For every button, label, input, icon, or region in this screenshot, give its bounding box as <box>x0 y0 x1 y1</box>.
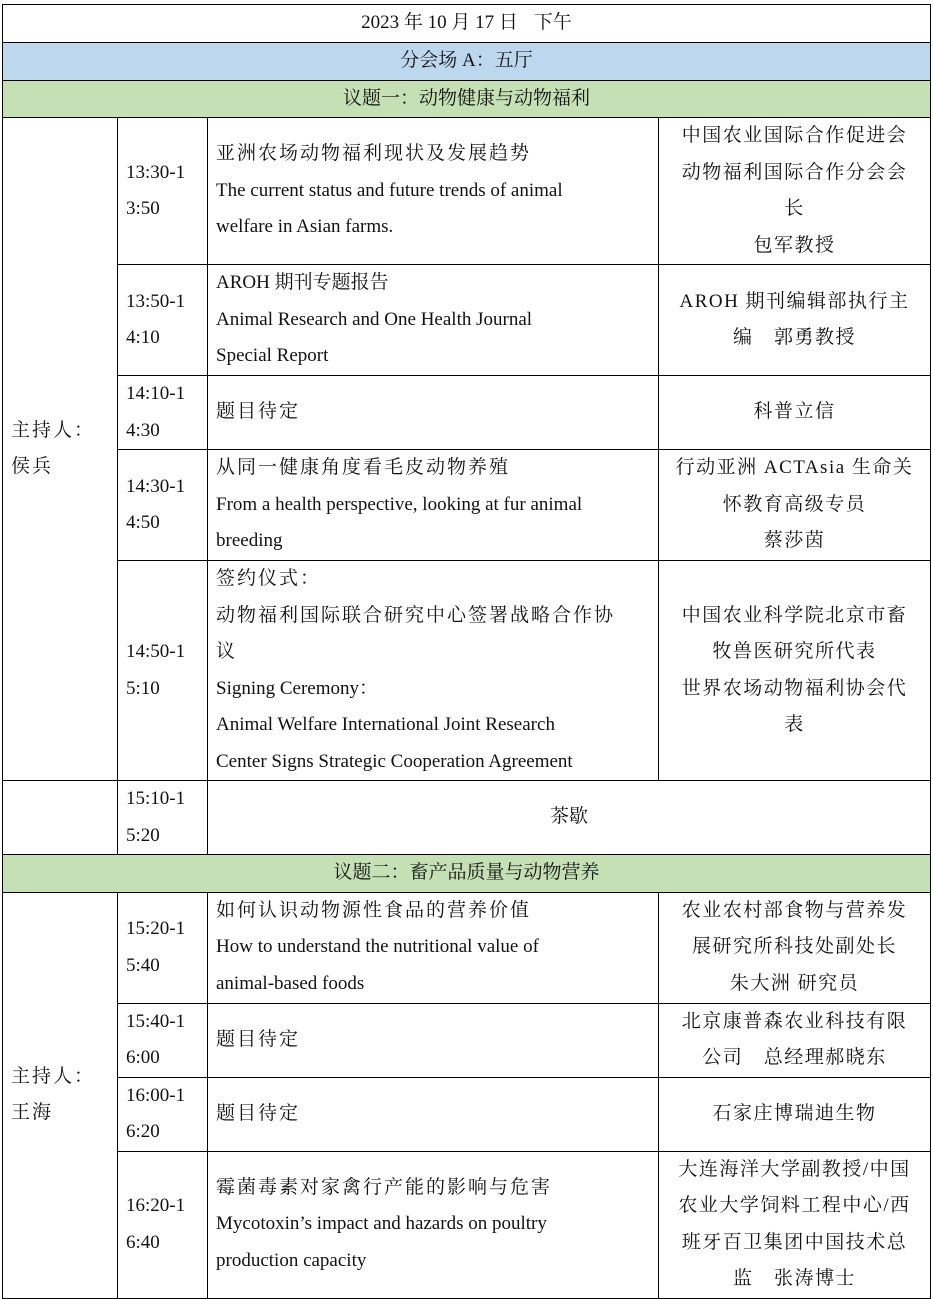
talk-title <box>208 450 659 561</box>
speaker-line: 中国农业科学院北京市畜 <box>681 604 908 626</box>
time-end: 5:20 <box>126 824 160 846</box>
talk-row <box>3 892 931 1003</box>
topic-row <box>3 855 931 893</box>
title-line: 如何认识动物源性食品的营养价值 <box>216 899 532 921</box>
speaker-line: 中国农业国际合作促进会 <box>681 125 908 146</box>
speaker-cell <box>659 1077 931 1151</box>
host-name: 侯兵 <box>11 456 54 477</box>
speaker-cell <box>659 265 931 376</box>
host-label: 主持人： <box>11 1065 96 1087</box>
time-start: 15:40-1 <box>126 1010 186 1032</box>
speaker-cell <box>659 118 931 265</box>
speaker-line: 监 张涛博士 <box>733 1268 857 1289</box>
time-start: 16:20-1 <box>126 1195 186 1216</box>
title-line: production capacity <box>216 1249 367 1271</box>
speaker-line: 怀教育高级专员 <box>722 493 867 515</box>
talk-title <box>208 265 659 376</box>
title-line: 从同一健康角度看毛皮动物养殖 <box>216 457 511 479</box>
date-text: 2023 年 10 月 17 日 <box>361 12 518 33</box>
talk-title <box>208 1003 659 1077</box>
time-cell <box>118 1151 208 1298</box>
title-line: 动物福利国际联合研究中心签署战略合作协 <box>216 604 616 626</box>
break-label: 茶歇 <box>208 781 931 855</box>
topic-row <box>3 80 931 118</box>
speaker-cell <box>659 450 931 561</box>
break-row <box>3 781 931 855</box>
time-cell <box>118 781 208 855</box>
title-line: 亚洲农场动物福利现状及发展趋势 <box>216 143 532 165</box>
venue-row <box>3 42 931 80</box>
schedule-table <box>2 4 931 1299</box>
title-line: The current status and future trends of animal <box>216 179 563 201</box>
talk-title <box>208 376 659 450</box>
speaker-line: AROH 期刊编辑部执行主 <box>679 290 910 312</box>
speaker-line: 展研究所科技处副处长 <box>692 936 898 958</box>
title-line: 题目待定 <box>216 1102 301 1124</box>
time-cell <box>118 376 208 450</box>
time-end: 4:30 <box>126 419 160 441</box>
time-end: 5:40 <box>126 954 160 976</box>
time-start: 13:30-1 <box>126 161 186 183</box>
speaker-line: 北京康普森农业科技有限 <box>681 1010 908 1032</box>
speaker-cell <box>659 1003 931 1077</box>
speaker-cell <box>659 892 931 1003</box>
time-cell <box>118 561 208 781</box>
speaker-line: 大连海洋大学副教授/中国 <box>678 1158 911 1180</box>
speaker-line: 科普立信 <box>753 401 836 423</box>
time-start: 15:20-1 <box>126 918 186 939</box>
time-end: 4:10 <box>126 327 160 348</box>
talk-row <box>3 1151 931 1298</box>
title-line: Animal Welfare International Joint Research <box>216 714 555 735</box>
talk-title <box>208 1077 659 1151</box>
title-line: How to understand the nutritional value of <box>216 936 539 958</box>
topic-header: 议题一：动物健康与动物福利 <box>3 80 931 118</box>
talk-row <box>3 376 931 450</box>
talk-title <box>208 118 659 265</box>
talk-row <box>3 1077 931 1151</box>
host-name: 王海 <box>11 1102 54 1123</box>
title-line: 题目待定 <box>216 1028 301 1050</box>
speaker-line: 长 <box>784 198 805 219</box>
time-cell <box>118 118 208 265</box>
title-line: Animal Research and One Health Journal <box>216 308 533 330</box>
talk-row <box>3 1003 931 1077</box>
title-line: breeding <box>216 530 283 552</box>
title-line: Signing Ceremony： <box>216 677 379 699</box>
date-header <box>3 5 931 43</box>
topic-header: 议题二：畜产品质量与动物营养 <box>3 855 931 893</box>
host-label: 主持人： <box>11 419 96 441</box>
speaker-line: 世界农场动物福利协会代 <box>681 677 908 699</box>
host-cell <box>3 892 118 1298</box>
time-start: 14:50-1 <box>126 641 186 662</box>
talk-row <box>3 561 931 781</box>
time-cell <box>118 892 208 1003</box>
speaker-line: 蔡莎茵 <box>763 530 826 552</box>
title-line: 议 <box>216 641 238 662</box>
talk-row <box>3 450 931 561</box>
title-line: Special Report <box>216 345 329 367</box>
speaker-line: 农业农村部食物与营养发 <box>681 899 908 921</box>
speaker-cell <box>659 376 931 450</box>
speaker-line: 行动亚洲 ACTAsia 生命关 <box>675 457 914 479</box>
speaker-line: 班牙百卫集团中国技术总 <box>681 1231 908 1253</box>
speaker-line: 编 郭勇教授 <box>733 327 857 348</box>
time-cell <box>118 1077 208 1151</box>
time-start: 14:10-1 <box>126 383 186 404</box>
period-text: 下午 <box>533 12 572 33</box>
time-end: 6:20 <box>126 1121 160 1142</box>
title-line: From a health perspective, looking at fur animal <box>216 493 583 515</box>
time-cell <box>118 1003 208 1077</box>
time-end: 4:50 <box>126 512 160 533</box>
speaker-line: 动物福利国际合作分会会 <box>681 161 908 183</box>
title-line: Mycotoxin’s impact and hazards on poultry <box>216 1213 547 1235</box>
speaker-line: 牧兽医研究所代表 <box>712 641 877 662</box>
time-cell <box>118 450 208 561</box>
title-line: welfare in Asian farms. <box>216 216 394 238</box>
speaker-cell <box>659 561 931 781</box>
date-row <box>3 5 931 43</box>
talk-title <box>208 1151 659 1298</box>
time-start: 15:10-1 <box>126 788 186 809</box>
time-cell <box>118 265 208 376</box>
speaker-line: 朱大洲 研究员 <box>729 972 860 994</box>
speaker-line: 公司 总经理郝晓东 <box>702 1047 887 1068</box>
title-line: animal-based foods <box>216 972 365 994</box>
speaker-line: 农业大学饲料工程中心/西 <box>678 1195 911 1216</box>
time-start: 16:00-1 <box>126 1084 186 1106</box>
speaker-line: 表 <box>784 714 805 735</box>
host-cell <box>3 118 118 781</box>
talk-title <box>208 892 659 1003</box>
time-end: 3:50 <box>126 198 160 219</box>
talk-row <box>3 265 931 376</box>
time-start: 13:50-1 <box>126 290 186 312</box>
time-end: 5:10 <box>126 677 160 699</box>
talk-row <box>3 118 931 265</box>
speaker-cell <box>659 1151 931 1298</box>
venue-header: 分会场 A：五厅 <box>3 42 931 80</box>
speaker-line: 包军教授 <box>753 234 836 256</box>
title-line: Center Signs Strategic Cooperation Agreement <box>216 750 573 772</box>
break-empty-cell <box>3 781 118 855</box>
time-end: 6:00 <box>126 1047 160 1068</box>
title-line: 题目待定 <box>216 401 301 423</box>
talk-title <box>208 561 659 781</box>
title-line: 签约仪式： <box>216 568 322 589</box>
time-start: 14:30-1 <box>126 475 186 497</box>
title-line: AROH 期刊专题报告 <box>216 272 389 294</box>
speaker-line: 石家庄博瑞迪生物 <box>712 1102 877 1124</box>
title-line: 霉菌毒素对家禽行产能的影响与危害 <box>216 1176 553 1198</box>
time-end: 6:40 <box>126 1231 160 1253</box>
